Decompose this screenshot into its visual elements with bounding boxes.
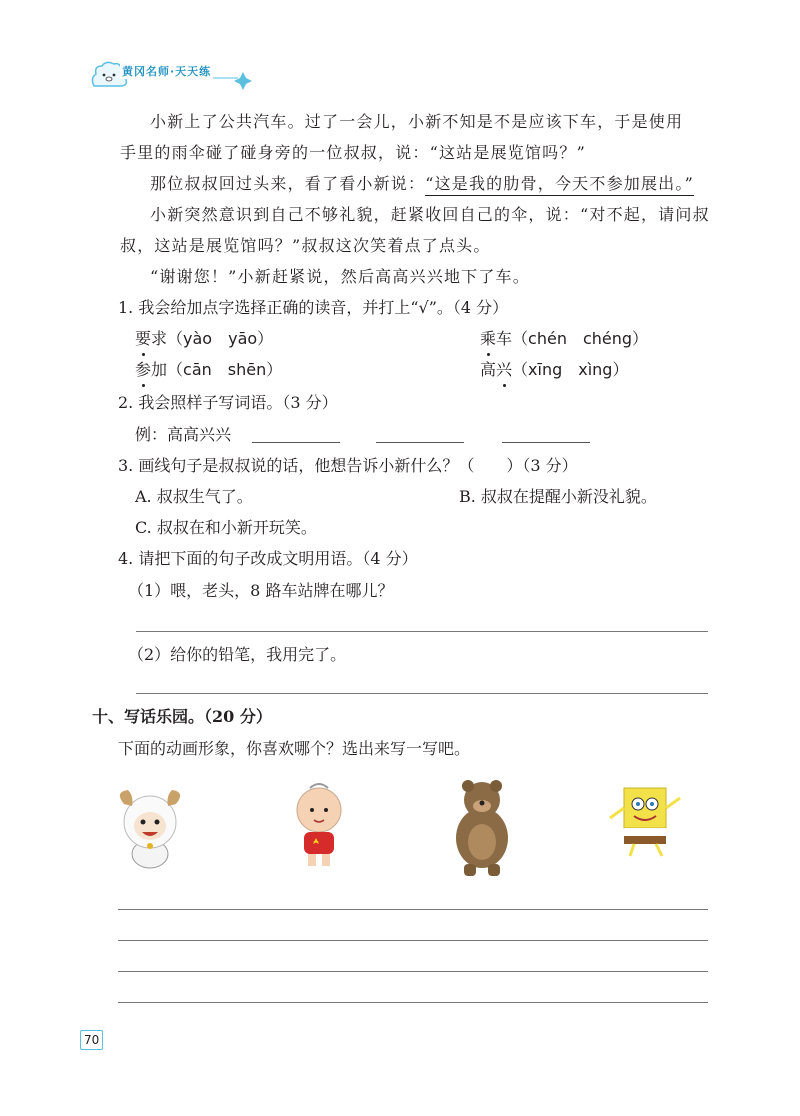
writing-line-4[interactable] <box>118 1002 708 1003</box>
q2-example: 例：高高兴兴 <box>135 425 232 444</box>
page-number: 70 <box>80 1030 103 1050</box>
section-10-prompt: 下面的动画形象，你喜欢哪个？选出来写一写吧。 <box>118 739 471 758</box>
q1-item-2-char-1: 乘 <box>480 329 497 348</box>
baby-character-image <box>288 780 350 872</box>
q1-item-3 <box>135 359 282 381</box>
passage-line-2: 手里的雨伞碰了碰身旁的一位叔叔，说：“这站是展览馆吗？” <box>120 143 586 162</box>
q1-item-4 <box>480 359 628 381</box>
q4-answer-line-1[interactable] <box>136 631 708 632</box>
q1-item-1 <box>135 328 273 350</box>
q2-answer-blank-3[interactable] <box>502 442 590 443</box>
passage-line-6: “谢谢您！”小新赶紧说，然后高高兴兴地下了车。 <box>150 267 530 286</box>
q2-stem: 2. 我会照样子写词语。（3 分） <box>118 393 338 412</box>
sponge-character-image <box>606 784 686 860</box>
goat-character-image <box>110 782 190 872</box>
passage-line-1: 小新上了公共汽车。过了一会儿，小新不知是不是应该下车，于是使用 <box>150 112 684 131</box>
header-brand: 黄冈名师·天天练 <box>122 65 212 78</box>
passage-line-3 <box>150 173 694 195</box>
q1-item-3-pinyin[interactable]: （cān shēn） <box>167 360 283 379</box>
q3-option-b[interactable]: B. 叔叔在提醒小新没礼貌。 <box>459 487 657 506</box>
writing-line-3[interactable] <box>118 971 708 972</box>
q3-option-a[interactable]: A. 叔叔生气了。 <box>135 487 253 506</box>
q4-answer-line-2[interactable] <box>136 693 708 694</box>
writing-line-2[interactable] <box>118 940 708 941</box>
q4-sentence-1: （1）喂，老头，8 路车站牌在哪儿？ <box>128 581 394 600</box>
q3-stem: 3. 画线句子是叔叔说的话，他想告诉小新什么？（ ）（3 分） <box>118 456 578 475</box>
underlined-sentence: “这是我的肋骨，今天不参加展出。” <box>425 174 694 196</box>
q1-item-2-pinyin[interactable]: （chén chéng） <box>512 329 649 348</box>
q1-item-4-pinyin[interactable]: （xīng xìng） <box>512 360 629 379</box>
q2-answer-blank-1[interactable] <box>252 442 340 443</box>
q4-sentence-2: （2）给你的铅笔，我用完了。 <box>128 645 347 664</box>
passage-line-4: 小新突然意识到自己不够礼貌，赶紧收回自己的伞，说：“对不起，请问叔 <box>150 205 710 224</box>
section-10-title: 十、写话乐园。（20 分） <box>92 707 272 726</box>
q1-stem: 1. 我会给加点字选择正确的读音，并打上“√”。（4 分） <box>118 298 509 317</box>
q3-option-c[interactable]: C. 叔叔在和小新开玩笑。 <box>135 518 317 537</box>
q4-stem: 4. 请把下面的句子改成文明用语。（4 分） <box>118 549 418 568</box>
passage-line-3-text: 那位叔叔回过头来，看了看小新说： <box>150 174 426 193</box>
passage-line-5: 叔，这站是展览馆吗？”叔叔这次笑着点了点头。 <box>120 236 491 255</box>
q1-item-1-char-1: 要 <box>135 329 152 348</box>
q1-item-3-char-2: 加 <box>151 360 168 379</box>
bear-character-image <box>442 776 522 878</box>
q1-item-4-char-1: 高 <box>480 360 497 379</box>
q1-item-2 <box>480 328 648 350</box>
q1-item-4-char-2: 兴 <box>496 360 513 379</box>
q1-item-1-pinyin[interactable]: （yào yāo） <box>167 329 274 348</box>
q1-item-3-char-1: 参 <box>135 360 152 379</box>
writing-line-1[interactable] <box>118 909 708 910</box>
q1-item-2-char-2: 车 <box>496 329 513 348</box>
q2-answer-blank-2[interactable] <box>376 442 464 443</box>
q1-item-1-char-2: 求 <box>151 329 168 348</box>
